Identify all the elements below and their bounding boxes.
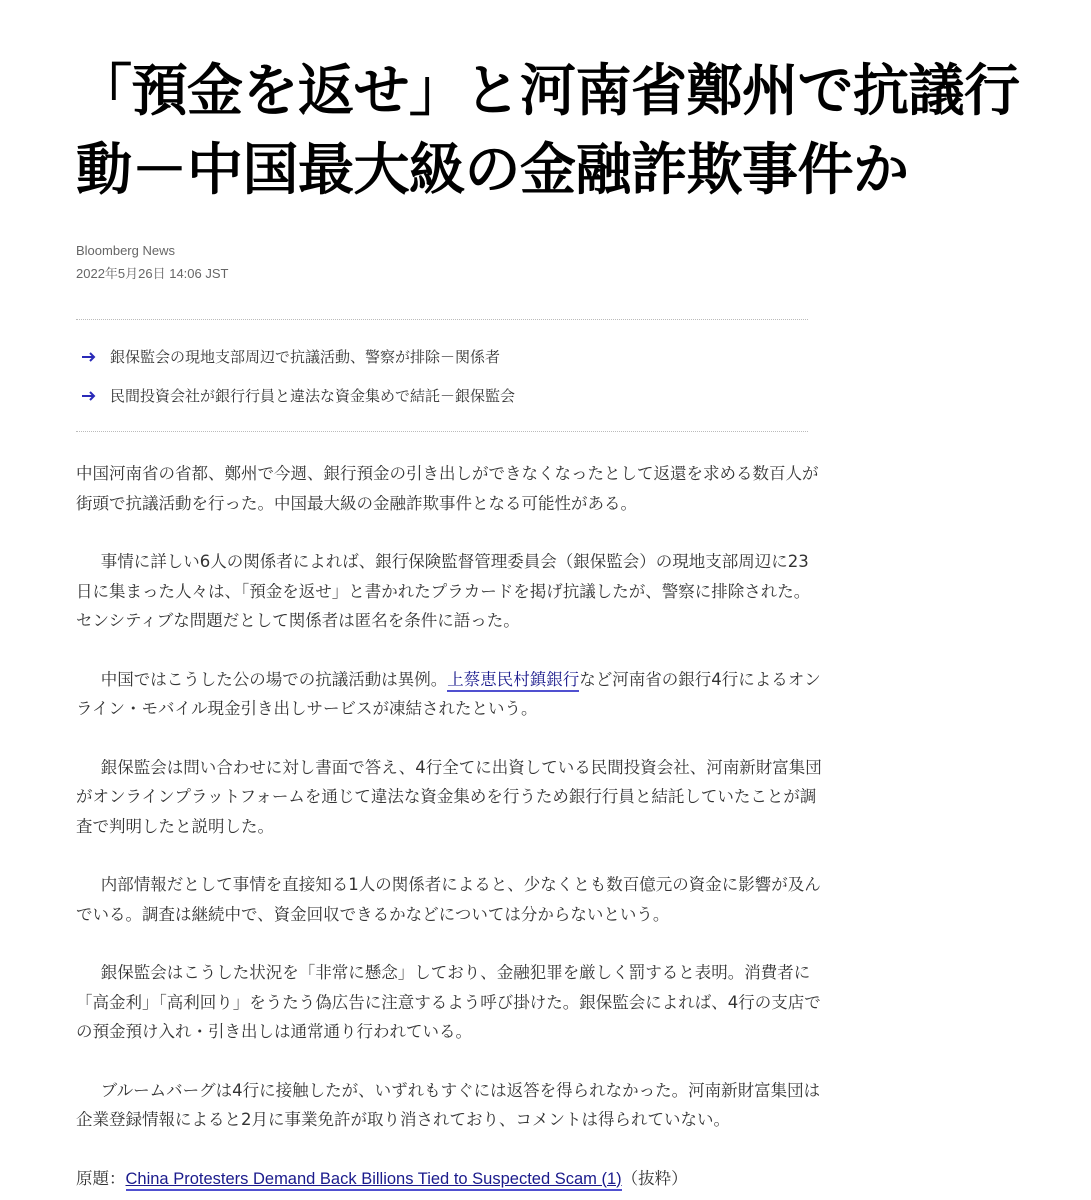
summary-item-text: 銀保監会の現地支部周辺で抗議活動、警察が排除－関係者	[110, 348, 501, 366]
byline	[76, 239, 1076, 285]
paragraph: ブルームバーグは4行に接触したが、いずれもすぐには返答を得られなかった。河南新財富集団は企業登録情報によると2月に事業免許が取り消されており、コメントは得られていない。	[76, 1080, 821, 1129]
headline	[76, 52, 1076, 210]
source-line	[76, 1164, 822, 1195]
paragraph-text: 中国ではこうした公の場での抗議活動は異例。	[100, 669, 448, 689]
article	[76, 52, 1076, 1194]
paragraph: 銀保監会はこうした状況を「非常に懸念」しており、金融犯罪を厳しく罰すると表明。消費者に「高金利」「高利回り」をうたう偽広告に注意するよう呼び掛けた。銀保監会によれば、4行の支店での預金預け入れ・引き出しは通常通り行われている。	[76, 963, 821, 1041]
source-label: 原題：	[76, 1168, 126, 1188]
summary-item	[76, 337, 808, 376]
summary-item-text: 民間投資会社が銀行行員と違法な資金集めで結託－銀保監会	[110, 387, 516, 405]
paragraph: 内部情報だとして事情を直接知る1人の関係者によると、少なくとも数百億元の資金に影響が及んでいる。調査は継続中で、資金回収できるかなどについては分からないという。	[76, 875, 821, 924]
article-body	[76, 459, 822, 1194]
arrow-right-icon	[82, 390, 97, 402]
timestamp: 2022年5月26日 14:06 JST	[76, 266, 229, 281]
paragraph: 事情に詳しい6人の関係者によれば、銀行保険監督管理委員会（銀保監会）の現地支部周辺に23日に集まった人々は、「預金を返せ」と書かれたプラカードを掲げ抗議したが、警察に排除された。センシティブな問題だとして関係者は匿名を条件に語った。	[76, 552, 811, 630]
bank-link[interactable]: 上蔡恵民村鎮銀行	[447, 670, 579, 692]
paragraph	[76, 665, 822, 724]
summary-box	[76, 319, 808, 432]
arrow-right-icon	[82, 351, 97, 363]
source-suffix: （抜粋）	[621, 1168, 688, 1188]
original-article-link[interactable]: China Protesters Demand Back Billions Tied to Suspected Scam (1)	[126, 1170, 622, 1191]
headline-line-1: 「預金を返せ」と河南省鄭州で抗議行	[76, 59, 1020, 124]
headline-line-2: 動－中国最大級の金融詐欺事件か	[76, 138, 909, 203]
paragraph: 銀保監会は問い合わせに対し書面で答え、4行全てに出資している民間投資会社、河南新財富集団がオンラインプラットフォームを通じて違法な資金集めを行うため銀行行員と結託していたことが調査で判明したと説明した。	[76, 757, 822, 836]
paragraph: 中国河南省の省都、鄭州で今週、銀行預金の引き出しができなくなったとして返還を求める数百人が街頭で抗議活動を行った。中国最大級の金融詐欺事件となる可能性がある。	[76, 464, 819, 513]
paragraph-text: など河南省の銀行4行によるオンライン・モバイル現金引き出しサービスが凍結されたという。	[76, 669, 821, 718]
author: Bloomberg News	[76, 243, 175, 258]
summary-item	[76, 376, 808, 415]
